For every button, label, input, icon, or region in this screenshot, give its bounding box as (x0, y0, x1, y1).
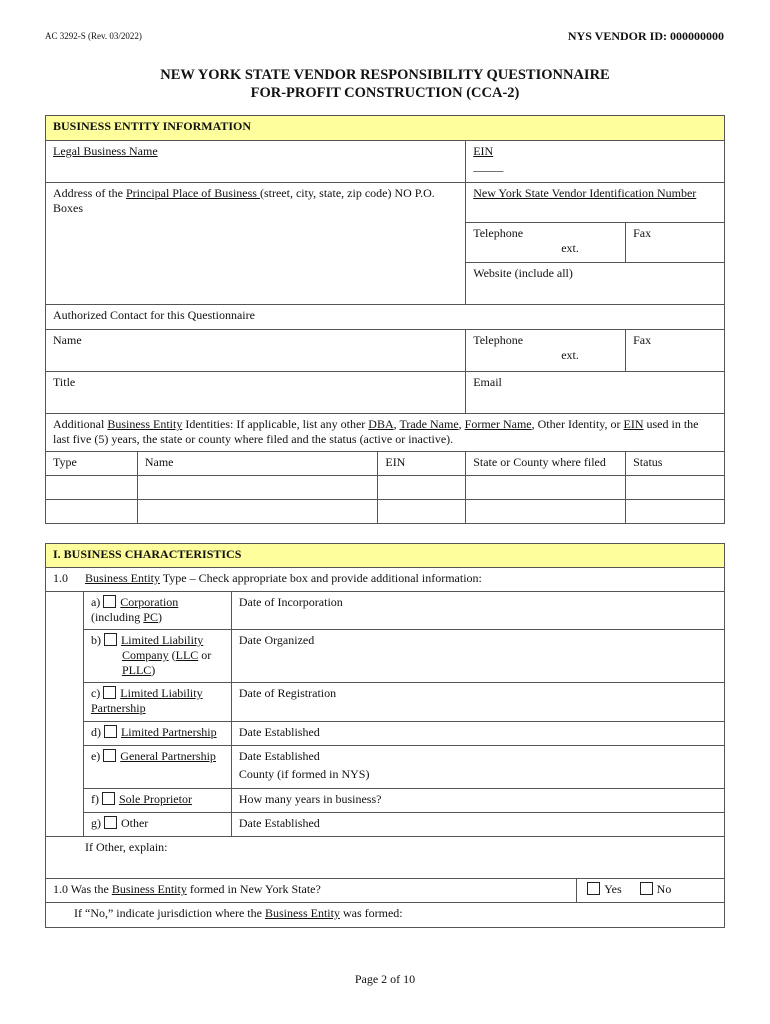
no-label: No (656, 882, 672, 896)
cell-input[interactable] (378, 500, 466, 524)
checkbox-limited-partnership[interactable] (104, 725, 117, 738)
title-line-1: NEW YORK STATE VENDOR RESPONSIBILITY QUESTIONNAIRE (160, 67, 610, 83)
website-field[interactable] (466, 263, 725, 305)
fax-label: Fax (633, 226, 652, 240)
type-general-partnership[interactable]: e) General Partnership (83, 746, 231, 789)
if-other-explain-field[interactable]: If Other, explain: (46, 837, 725, 879)
date-organized-field[interactable]: Date Organized (231, 630, 724, 683)
business-entity-table (45, 115, 725, 524)
jurisdiction-field[interactable]: If “No,” indicate jurisdiction where the Business Entity was formed: (46, 903, 725, 928)
col-ein: EIN (378, 452, 466, 476)
col-state: State or County where filed (466, 452, 626, 476)
contact-email-field[interactable] (466, 372, 725, 414)
date-incorporation-field[interactable]: Date of Incorporation (231, 592, 724, 630)
vendor-id: NYS VENDOR ID: 000000000 (567, 29, 724, 43)
checkbox-yes[interactable] (587, 882, 600, 895)
col-status: Status (626, 452, 725, 476)
telephone-label: Telephone (473, 226, 524, 240)
type-corporation[interactable]: a) Corporation (including PC) (83, 592, 231, 630)
telephone-field[interactable] (466, 223, 626, 263)
cell-input[interactable] (466, 500, 626, 524)
page-number: Page 2 of 10 (354, 972, 416, 986)
authorized-contact-header: Authorized Contact for this Questionnaire (46, 305, 725, 330)
contact-fax-label: Fax (633, 333, 652, 347)
yes-no-options (577, 879, 725, 903)
section-header-entity: BUSINESS ENTITY INFORMATION (46, 116, 725, 141)
years-in-business-field[interactable]: How many years in business? (231, 789, 724, 813)
question-entity-type (46, 568, 725, 592)
checkbox-other[interactable] (104, 816, 117, 829)
question-number: 1.0 (53, 571, 68, 585)
date-established-lp-field[interactable]: Date Established (231, 722, 724, 746)
legal-name-label: Legal Business Name (53, 144, 158, 158)
contact-name-field[interactable] (46, 330, 466, 372)
checkbox-general-partnership[interactable] (103, 749, 116, 762)
title-line-2: FOR-PROFIT CONSTRUCTION (CCA-2) (250, 85, 520, 101)
additional-identities-text: Additional Business Entity Identities: If applicable, list any other DBA, Trade Name, Former Name, Other Identity, or EIN used in the last five (5) years, the state or county where filed and the status (active or inactive). (46, 414, 725, 452)
form-id: AC 3292-S (Rev. 03/2022) (45, 31, 142, 41)
cell-input[interactable] (46, 476, 138, 500)
website-label: Website (include all) (473, 266, 573, 280)
type-limited-partnership[interactable]: d) Limited Partnership (83, 722, 231, 746)
question-text: Type – Check appropriate box and provide additional information: (160, 571, 482, 585)
col-name: Name (137, 452, 378, 476)
address-label-link: Principal Place of Business (125, 186, 260, 200)
address-field[interactable] (46, 183, 466, 305)
checkbox-corporation[interactable] (103, 595, 116, 608)
address-label-pre: Address of the (53, 186, 126, 200)
fax-field[interactable] (626, 223, 725, 263)
cell-input[interactable] (46, 500, 138, 524)
contact-ext-label: ext. (561, 348, 579, 362)
contact-telephone-field[interactable] (466, 330, 626, 372)
col-type: Type (46, 452, 138, 476)
cell-input[interactable] (466, 476, 626, 500)
date-established-gp-field[interactable]: Date Established County (if formed in NYS) (231, 746, 724, 789)
cell-input[interactable] (626, 476, 725, 500)
ein-blank: _____ (473, 159, 504, 173)
checkbox-no[interactable] (640, 882, 653, 895)
indent-spacer (46, 592, 84, 837)
legal-name-field[interactable] (46, 141, 466, 183)
yes-label: Yes (604, 882, 622, 896)
cell-input[interactable] (626, 500, 725, 524)
business-characteristics-table (45, 543, 725, 928)
table-row (46, 476, 725, 500)
cell-input[interactable] (137, 500, 378, 524)
date-established-other-field[interactable]: Date Established (231, 813, 724, 837)
page-title (0, 66, 770, 102)
checkbox-sole-proprietor[interactable] (102, 792, 115, 805)
cell-input[interactable] (137, 476, 378, 500)
question-formed-nys: 1.0 Was the Business Entity formed in New York State? (46, 879, 577, 903)
ein-label: EIN (473, 144, 494, 158)
table-row (46, 500, 725, 524)
address-label-post: (street, city, state, zip code) NO P.O. Boxes (53, 186, 435, 215)
type-sole-proprietor[interactable]: f) Sole Proprietor (83, 789, 231, 813)
type-llp[interactable]: c) Limited Liability Partnership (83, 683, 231, 722)
contact-title-label: Title (53, 375, 76, 389)
cell-input[interactable] (378, 476, 466, 500)
contact-telephone-label: Telephone (473, 333, 524, 347)
type-other[interactable]: g) Other (83, 813, 231, 837)
ext-label: ext. (561, 241, 579, 255)
nys-vendor-id-field[interactable] (466, 183, 725, 223)
checkbox-llp[interactable] (103, 686, 116, 699)
section-header-characteristics: I. BUSINESS CHARACTERISTICS (46, 544, 725, 568)
contact-title-field[interactable] (46, 372, 466, 414)
nys-vendor-id-label: New York State Vendor Identification Number (473, 186, 697, 200)
checkbox-llc[interactable] (104, 633, 117, 646)
contact-fax-field[interactable] (626, 330, 725, 372)
date-registration-field[interactable]: Date of Registration (231, 683, 724, 722)
contact-email-label: Email (473, 375, 502, 389)
question-link: Business Entity (85, 571, 161, 585)
contact-name-label: Name (53, 333, 82, 347)
type-llc[interactable]: b) Limited Liability Company (LLC or PLLC) (83, 630, 231, 683)
ein-field[interactable] (466, 141, 725, 183)
